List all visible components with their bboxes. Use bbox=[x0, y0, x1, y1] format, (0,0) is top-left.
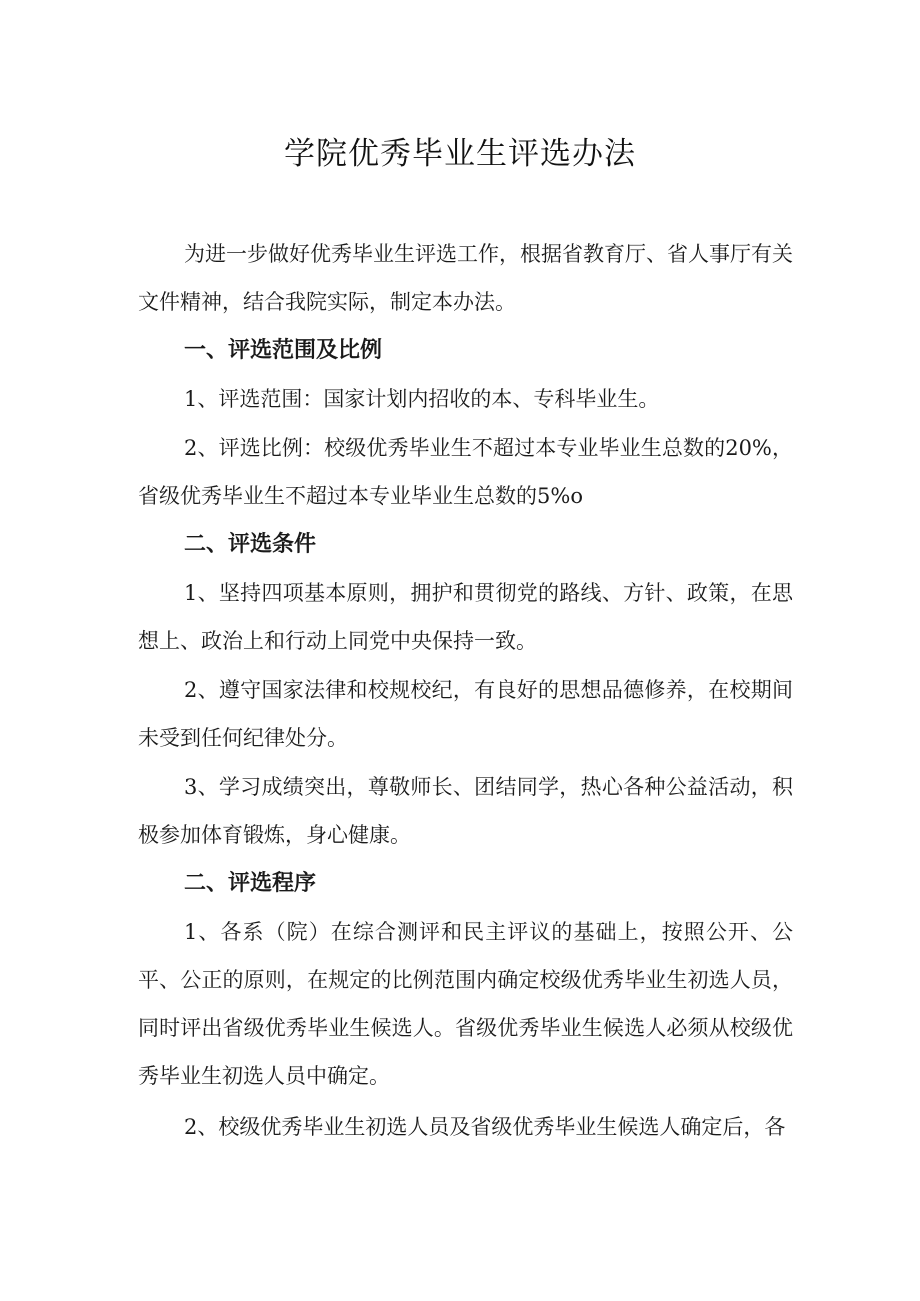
section-heading-conditions: 二、评选条件 bbox=[184, 532, 317, 557]
procedure-item-2: 2、校级优秀毕业生初选人员及省级优秀毕业生候选人确定后，各 bbox=[184, 1115, 786, 1139]
intro-paragraph: 为进一步做好优秀毕业生评选工作，根据省教育厅、省人事厅有关文件精神，结合我院实际，制定本办法。 bbox=[138, 242, 793, 314]
document-body bbox=[138, 230, 793, 1151]
section-heading-procedure: 二、评选程序 bbox=[184, 871, 317, 896]
document-title: 学院优秀毕业生评选办法 bbox=[284, 136, 636, 172]
section-heading-scope: 一、评选范围及比例 bbox=[184, 338, 383, 363]
conditions-item-2: 2、遵守国家法律和校规校纪，有良好的思想品德修养，在校期间未受到任何纪律处分。 bbox=[138, 678, 793, 750]
conditions-item-1: 1、坚持四项基本原则，拥护和贯彻党的路线、方针、政策，在思想上、政治上和行动上同党中央保持一致。 bbox=[138, 581, 793, 653]
conditions-item-3: 3、学习成绩突出，尊敬师长、团结同学，热心各种公益活动，积极参加体育锻炼，身心健康。 bbox=[138, 775, 793, 847]
scope-item-1: 1、评选范围：国家计划内招收的本、专科毕业生。 bbox=[184, 387, 660, 411]
scope-item-2: 2、评选比例：校级优秀毕业生不超过本专业毕业生总数的20%，省级优秀毕业生不超过本专业毕业生总数的5%o bbox=[138, 436, 793, 508]
procedure-item-1: 1、各系（院）在综合测评和民主评议的基础上，按照公开、公平、公正的原则，在规定的比例范围内确定校级优秀毕业生初选人员，同时评出省级优秀毕业生候选人。省级优秀毕业生候选人必须从校级优秀毕业生初选人员中确定。 bbox=[138, 920, 793, 1088]
